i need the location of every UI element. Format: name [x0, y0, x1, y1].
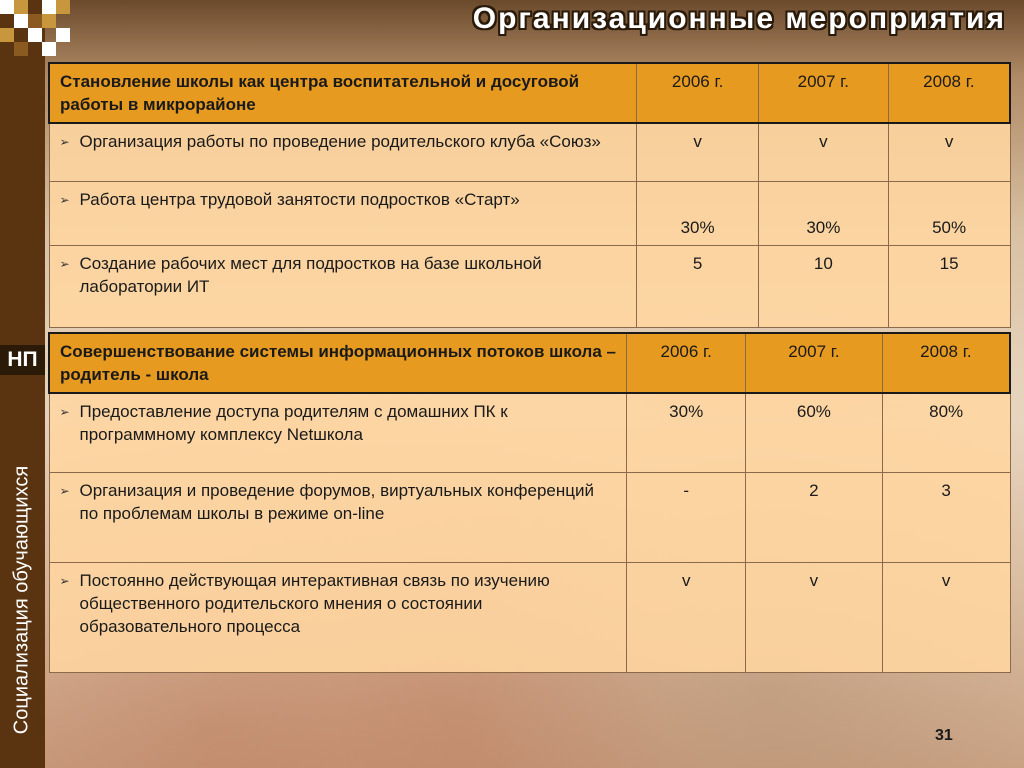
- cell-value: v: [758, 123, 888, 181]
- table-header: Становление школы как центра воспитательной и досуговой работы в микрорайоне: [49, 63, 637, 123]
- table-header-row: [49, 63, 1010, 123]
- cell-value: 5: [637, 245, 759, 327]
- table-2: [48, 332, 1011, 673]
- table-header-row: [49, 333, 1010, 393]
- cell-value: 80%: [882, 393, 1010, 472]
- side-label: Социализация обучающихся: [10, 465, 33, 735]
- cell-value: 3: [882, 472, 1010, 562]
- row-label: Предоставление доступа родителям с домашних ПК к программному комплексу Netшкола: [79, 402, 508, 444]
- cell-value: v: [882, 562, 1010, 672]
- year-header: 2008 г.: [882, 333, 1010, 393]
- cell-value: 30%: [637, 181, 759, 245]
- row-label: Создание рабочих мест для подростков на базе школьной лаборатории ИТ: [79, 253, 542, 296]
- cell-value: -: [627, 472, 746, 562]
- table-row: [49, 123, 1010, 181]
- cell-value: 50%: [888, 181, 1010, 245]
- cell-value: v: [888, 123, 1010, 181]
- cell-value: 60%: [746, 393, 883, 472]
- table-row: [49, 472, 1010, 562]
- cell-value: 30%: [627, 393, 746, 472]
- table-row: [49, 562, 1010, 672]
- cell-value: 10: [758, 245, 888, 327]
- bullet-arrow-icon: ➢: [59, 405, 70, 419]
- cell-value: v: [627, 562, 746, 672]
- side-badge: НП: [0, 345, 45, 375]
- bullet-arrow-icon: ➢: [59, 256, 70, 271]
- cell-value: v: [637, 123, 759, 181]
- row-label: Организация и проведение форумов, виртуальных конференций по проблемам школы в режиме on-line: [79, 480, 594, 523]
- year-header: 2006 г.: [637, 63, 759, 123]
- cell-value: v: [746, 562, 883, 672]
- year-header: 2006 г.: [627, 333, 746, 393]
- page-title: Организационные мероприятия: [472, 2, 1006, 35]
- bullet-arrow-icon: ➢: [59, 483, 70, 498]
- table-1: [48, 62, 1011, 328]
- table-header: Совершенствование системы информационных потоков школа – родитель - школа: [49, 333, 627, 393]
- table-row: [49, 245, 1010, 327]
- row-label: Постоянно действующая интерактивная связь по изучению общественного родительского мнения о состоянии образовательного процесса: [79, 570, 550, 636]
- cell-value: 2: [746, 472, 883, 562]
- year-header: 2007 г.: [758, 63, 888, 123]
- table-row: [49, 181, 1010, 245]
- bullet-arrow-icon: ➢: [59, 192, 70, 207]
- row-label: Работа центра трудовой занятости подростков «Старт»: [79, 189, 520, 209]
- bullet-arrow-icon: ➢: [59, 135, 70, 149]
- cell-value: 30%: [758, 181, 888, 245]
- year-header: 2007 г.: [746, 333, 883, 393]
- bullet-arrow-icon: ➢: [59, 573, 70, 588]
- decorative-squares: [0, 0, 90, 60]
- cell-value: 15: [888, 245, 1010, 327]
- table-row: [49, 393, 1010, 472]
- year-header: 2008 г.: [888, 63, 1010, 123]
- row-label: Организация работы по проведение родительского клуба «Союз»: [79, 132, 601, 151]
- page-number: 31: [935, 727, 953, 744]
